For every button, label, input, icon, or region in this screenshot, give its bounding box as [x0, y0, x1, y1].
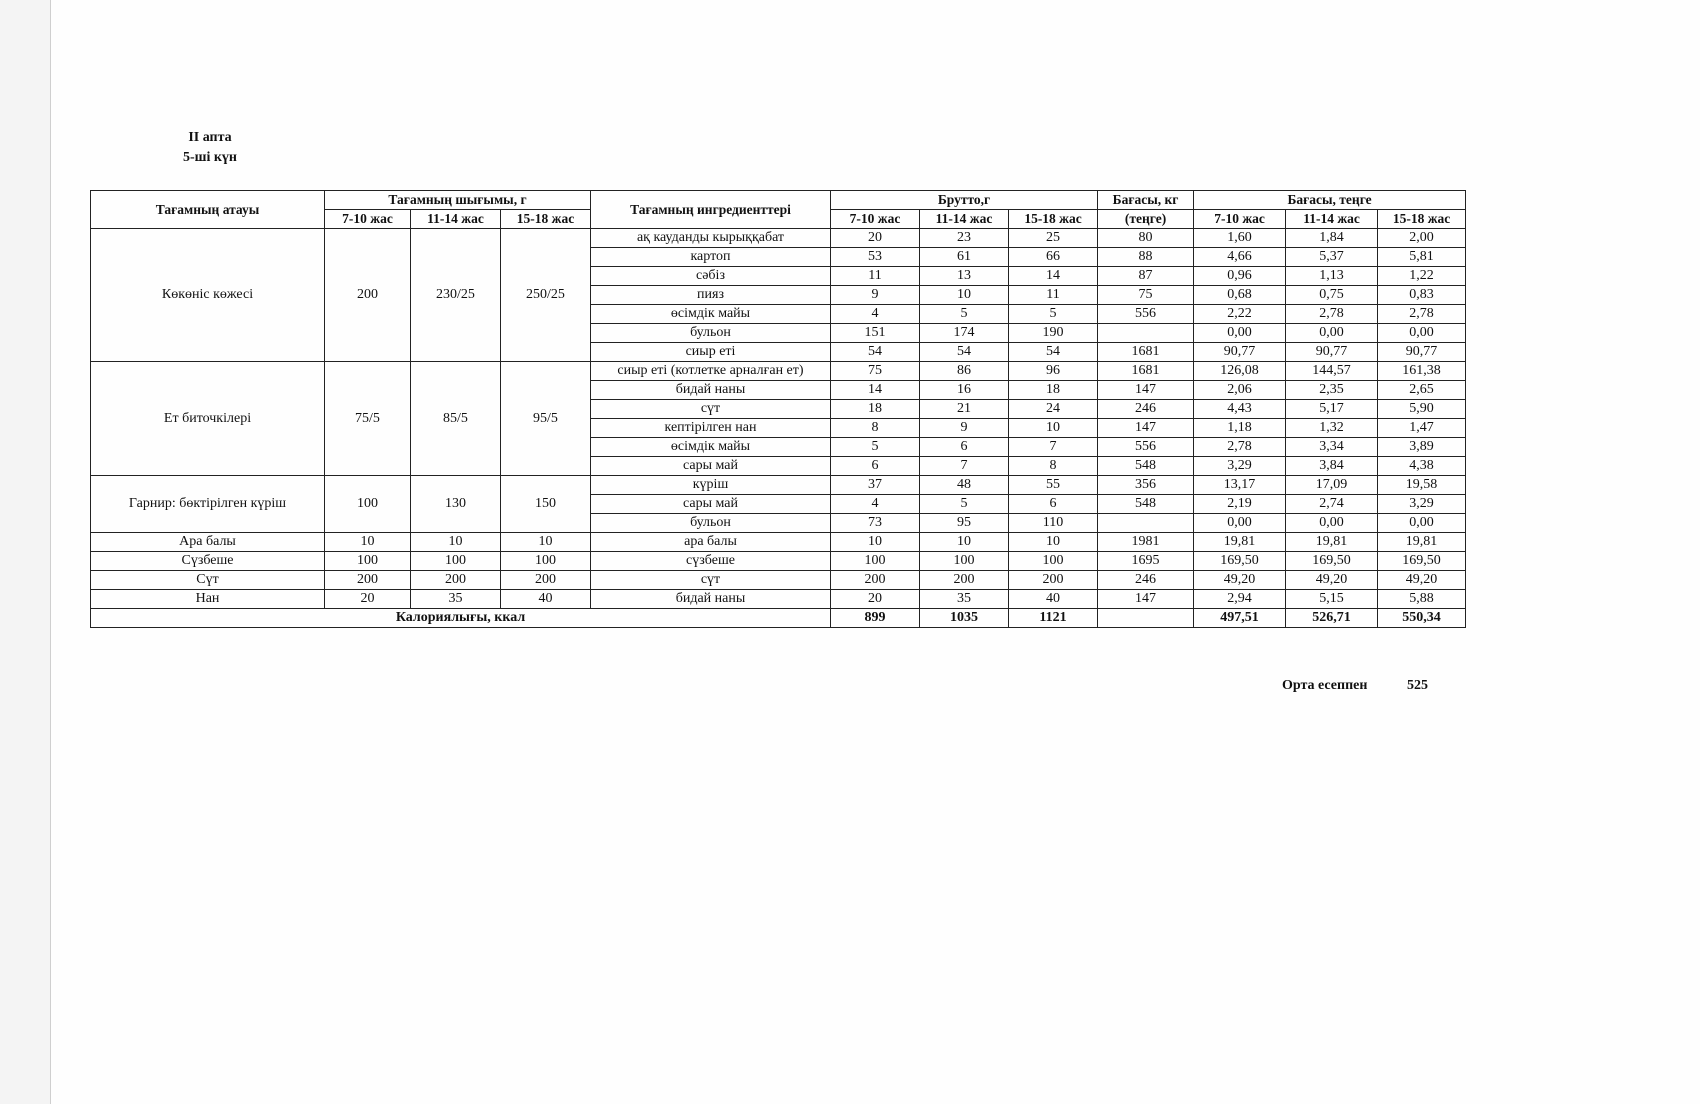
brutto-value: 54: [1009, 343, 1098, 362]
brutto-value: 100: [831, 552, 920, 571]
brutto-value: 200: [831, 571, 920, 590]
brutto-value: 6: [1009, 495, 1098, 514]
brutto-value: 5: [1009, 305, 1098, 324]
header-age: 7-10 жас: [1194, 210, 1286, 229]
price-per-kg: 80: [1098, 229, 1194, 248]
brutto-value: 55: [1009, 476, 1098, 495]
price-per-kg: 147: [1098, 381, 1194, 400]
ingredient-name: бульон: [591, 324, 831, 343]
header-age: 11-14 жас: [920, 210, 1009, 229]
dish-name: Көкөніс көжесі: [91, 229, 325, 362]
total-price: 526,71: [1286, 609, 1378, 628]
brutto-value: 10: [920, 533, 1009, 552]
brutto-value: 10: [920, 286, 1009, 305]
brutto-value: 9: [920, 419, 1009, 438]
total-price: 550,34: [1378, 609, 1466, 628]
dish-yield: 100: [325, 476, 411, 533]
price-value: 169,50: [1194, 552, 1286, 571]
brutto-value: 200: [1009, 571, 1098, 590]
price-value: 3,29: [1378, 495, 1466, 514]
brutto-value: 40: [1009, 590, 1098, 609]
brutto-value: 95: [920, 514, 1009, 533]
ingredient-name: өсімдік майы: [591, 305, 831, 324]
average-label: Орта есеппен: [1282, 678, 1368, 693]
brutto-value: 100: [1009, 552, 1098, 571]
brutto-value: 24: [1009, 400, 1098, 419]
brutto-value: 11: [1009, 286, 1098, 305]
dish-yield: 130: [411, 476, 501, 533]
header-age: 15-18 жас: [1378, 210, 1466, 229]
price-value: 1,60: [1194, 229, 1286, 248]
price-per-kg: 246: [1098, 571, 1194, 590]
ingredient-name: бидай наны: [591, 381, 831, 400]
price-value: 5,90: [1378, 400, 1466, 419]
brutto-value: 4: [831, 495, 920, 514]
price-value: 2,74: [1286, 495, 1378, 514]
price-value: 2,19: [1194, 495, 1286, 514]
price-value: 5,88: [1378, 590, 1466, 609]
brutto-value: 54: [831, 343, 920, 362]
ingredient-name: сары май: [591, 457, 831, 476]
dish-name: Ара балы: [91, 533, 325, 552]
brutto-value: 8: [1009, 457, 1098, 476]
ingredient-row: [91, 571, 1466, 590]
price-value: 1,47: [1378, 419, 1466, 438]
price-value: 2,65: [1378, 381, 1466, 400]
price-value: 3,89: [1378, 438, 1466, 457]
price-value: 0,00: [1286, 324, 1378, 343]
dish-yield: 200: [411, 571, 501, 590]
ingredient-name: картоп: [591, 248, 831, 267]
brutto-value: 6: [920, 438, 1009, 457]
ingredient-name: өсімдік майы: [591, 438, 831, 457]
dish-yield: 20: [325, 590, 411, 609]
price-value: 0,00: [1286, 514, 1378, 533]
average-value: 525: [1406, 678, 1428, 693]
brutto-value: 13: [920, 267, 1009, 286]
price-value: 90,77: [1286, 343, 1378, 362]
price-per-kg: 75: [1098, 286, 1194, 305]
ingredient-name: ақ кауданды кырыққабат: [591, 229, 831, 248]
scan-left-edge: [0, 0, 50, 1104]
ingredient-name: сары май: [591, 495, 831, 514]
brutto-value: 86: [920, 362, 1009, 381]
price-value: 2,22: [1194, 305, 1286, 324]
dish-yield: 40: [501, 590, 591, 609]
ingredient-row: [91, 229, 1466, 248]
total-price: 497,51: [1194, 609, 1286, 628]
day-label: 5-ші күн: [182, 150, 237, 165]
dish-yield: 200: [501, 571, 591, 590]
price-value: 1,84: [1286, 229, 1378, 248]
header-age: 11-14 жас: [411, 210, 501, 229]
price-value: 49,20: [1286, 571, 1378, 590]
price-per-kg: 356: [1098, 476, 1194, 495]
header-dish-name: Тағамның атауы: [91, 191, 325, 229]
price-value: 1,13: [1286, 267, 1378, 286]
price-value: 0,68: [1194, 286, 1286, 305]
dish-name: Ет биточкілері: [91, 362, 325, 476]
price-per-kg: 548: [1098, 457, 1194, 476]
price-value: 2,06: [1194, 381, 1286, 400]
price-value: 0,75: [1286, 286, 1378, 305]
price-per-kg: 88: [1098, 248, 1194, 267]
ingredient-name: кептірілген нан: [591, 419, 831, 438]
price-value: 0,83: [1378, 286, 1466, 305]
price-value: 0,96: [1194, 267, 1286, 286]
dish-yield: 35: [411, 590, 501, 609]
brutto-value: 25: [1009, 229, 1098, 248]
menu-table-body: [91, 229, 1466, 609]
header-yield: Тағамның шығымы, г: [325, 191, 591, 210]
brutto-value: 75: [831, 362, 920, 381]
price-value: 161,38: [1378, 362, 1466, 381]
price-value: 2,78: [1194, 438, 1286, 457]
price-value: 3,34: [1286, 438, 1378, 457]
price-value: 49,20: [1194, 571, 1286, 590]
brutto-value: 100: [920, 552, 1009, 571]
price-per-kg: [1098, 324, 1194, 343]
price-value: 19,81: [1194, 533, 1286, 552]
brutto-value: 14: [1009, 267, 1098, 286]
brutto-value: 6: [831, 457, 920, 476]
price-value: 5,37: [1286, 248, 1378, 267]
price-per-kg: 87: [1098, 267, 1194, 286]
brutto-value: 174: [920, 324, 1009, 343]
brutto-value: 5: [920, 495, 1009, 514]
brutto-value: 37: [831, 476, 920, 495]
price-per-kg: 556: [1098, 438, 1194, 457]
week-label: II апта: [188, 130, 232, 145]
brutto-value: 14: [831, 381, 920, 400]
header-brutto: Брутто,г: [831, 191, 1098, 210]
brutto-value: 96: [1009, 362, 1098, 381]
price-value: 0,00: [1378, 324, 1466, 343]
header-age: 7-10 жас: [831, 210, 920, 229]
header-price-kg: Бағасы, кг: [1098, 191, 1194, 210]
total-brutto: 899: [831, 609, 920, 628]
ingredient-name: сүт: [591, 400, 831, 419]
dish-yield: 200: [325, 229, 411, 362]
price-value: 13,17: [1194, 476, 1286, 495]
dish-name: Сүзбеше: [91, 552, 325, 571]
ingredient-name: сүзбеше: [591, 552, 831, 571]
dish-yield: 100: [325, 552, 411, 571]
brutto-value: 7: [920, 457, 1009, 476]
price-per-kg: [1098, 514, 1194, 533]
price-value: 2,78: [1378, 305, 1466, 324]
ingredient-name: бидай наны: [591, 590, 831, 609]
brutto-value: 23: [920, 229, 1009, 248]
brutto-value: 73: [831, 514, 920, 533]
dish-yield: 10: [501, 533, 591, 552]
calories-label: Калориялығы, ккал: [91, 609, 831, 628]
header-age: 15-18 жас: [501, 210, 591, 229]
dish-yield: 150: [501, 476, 591, 533]
price-value: 4,38: [1378, 457, 1466, 476]
ingredient-name: күріш: [591, 476, 831, 495]
price-value: 17,09: [1286, 476, 1378, 495]
brutto-value: 66: [1009, 248, 1098, 267]
header-row-top: [91, 191, 1466, 210]
dish-yield: 250/25: [501, 229, 591, 362]
dish-name: Сүт: [91, 571, 325, 590]
price-value: 5,81: [1378, 248, 1466, 267]
header-price-kg-unit: (теңге): [1098, 210, 1194, 229]
brutto-value: 10: [1009, 419, 1098, 438]
price-per-kg: 1681: [1098, 343, 1194, 362]
brutto-value: 53: [831, 248, 920, 267]
menu-table: [90, 190, 1466, 628]
total-price-kg-empty: [1098, 609, 1194, 628]
brutto-value: 18: [1009, 381, 1098, 400]
price-value: 0,00: [1194, 324, 1286, 343]
price-per-kg: 556: [1098, 305, 1194, 324]
average-line: [1282, 678, 1428, 694]
ingredient-row: [91, 552, 1466, 571]
brutto-value: 5: [920, 305, 1009, 324]
dish-yield: 100: [501, 552, 591, 571]
ingredient-name: ара балы: [591, 533, 831, 552]
brutto-value: 20: [831, 229, 920, 248]
price-value: 90,77: [1378, 343, 1466, 362]
price-per-kg: 147: [1098, 590, 1194, 609]
ingredient-row: [91, 533, 1466, 552]
price-per-kg: 246: [1098, 400, 1194, 419]
price-value: 2,00: [1378, 229, 1466, 248]
price-value: 2,35: [1286, 381, 1378, 400]
dish-yield: 85/5: [411, 362, 501, 476]
ingredient-name: пияз: [591, 286, 831, 305]
price-value: 144,57: [1286, 362, 1378, 381]
brutto-value: 151: [831, 324, 920, 343]
brutto-value: 21: [920, 400, 1009, 419]
scan-edge-line: [50, 0, 51, 1104]
brutto-value: 5: [831, 438, 920, 457]
ingredient-name: бульон: [591, 514, 831, 533]
price-value: 5,17: [1286, 400, 1378, 419]
price-value: 169,50: [1378, 552, 1466, 571]
price-value: 49,20: [1378, 571, 1466, 590]
ingredient-row: [91, 362, 1466, 381]
price-value: 4,43: [1194, 400, 1286, 419]
header-age: 11-14 жас: [1286, 210, 1378, 229]
brutto-value: 18: [831, 400, 920, 419]
brutto-value: 20: [831, 590, 920, 609]
dish-name: Гарнир: бөктірілген күріш: [91, 476, 325, 533]
price-per-kg: 548: [1098, 495, 1194, 514]
calories-row: [91, 609, 1466, 628]
header-age: 15-18 жас: [1009, 210, 1098, 229]
price-per-kg: 1695: [1098, 552, 1194, 571]
brutto-value: 10: [1009, 533, 1098, 552]
brutto-value: 7: [1009, 438, 1098, 457]
price-value: 1,18: [1194, 419, 1286, 438]
price-value: 2,78: [1286, 305, 1378, 324]
brutto-value: 9: [831, 286, 920, 305]
header-ingredients: Тағамның ингредиенттері: [591, 191, 831, 229]
price-value: 0,00: [1194, 514, 1286, 533]
dish-yield: 230/25: [411, 229, 501, 362]
ingredient-row: [91, 590, 1466, 609]
price-value: 169,50: [1286, 552, 1378, 571]
price-per-kg: 147: [1098, 419, 1194, 438]
price-value: 1,22: [1378, 267, 1466, 286]
brutto-value: 35: [920, 590, 1009, 609]
price-value: 19,81: [1286, 533, 1378, 552]
dish-yield: 95/5: [501, 362, 591, 476]
price-value: 5,15: [1286, 590, 1378, 609]
brutto-value: 8: [831, 419, 920, 438]
brutto-value: 10: [831, 533, 920, 552]
ingredient-name: сүт: [591, 571, 831, 590]
total-brutto: 1121: [1009, 609, 1098, 628]
brutto-value: 4: [831, 305, 920, 324]
price-per-kg: 1981: [1098, 533, 1194, 552]
brutto-value: 48: [920, 476, 1009, 495]
price-value: 0,00: [1378, 514, 1466, 533]
brutto-value: 190: [1009, 324, 1098, 343]
price-value: 90,77: [1194, 343, 1286, 362]
dish-yield: 10: [325, 533, 411, 552]
brutto-value: 16: [920, 381, 1009, 400]
price-value: 4,66: [1194, 248, 1286, 267]
brutto-value: 200: [920, 571, 1009, 590]
brutto-value: 11: [831, 267, 920, 286]
price-value: 1,32: [1286, 419, 1378, 438]
price-value: 2,94: [1194, 590, 1286, 609]
header-age: 7-10 жас: [325, 210, 411, 229]
dish-yield: 10: [411, 533, 501, 552]
ingredient-row: [91, 476, 1466, 495]
total-brutto: 1035: [920, 609, 1009, 628]
header-price-tenge: Бағасы, теңге: [1194, 191, 1466, 210]
ingredient-name: сәбіз: [591, 267, 831, 286]
brutto-value: 110: [1009, 514, 1098, 533]
price-per-kg: 1681: [1098, 362, 1194, 381]
price-value: 19,58: [1378, 476, 1466, 495]
price-value: 126,08: [1194, 362, 1286, 381]
brutto-value: 54: [920, 343, 1009, 362]
dish-name: Нан: [91, 590, 325, 609]
page-heading: [160, 128, 260, 168]
dish-yield: 100: [411, 552, 501, 571]
dish-yield: 200: [325, 571, 411, 590]
price-value: 3,84: [1286, 457, 1378, 476]
brutto-value: 61: [920, 248, 1009, 267]
price-value: 19,81: [1378, 533, 1466, 552]
ingredient-name: сиыр еті (котлетке арналған ет): [591, 362, 831, 381]
price-value: 3,29: [1194, 457, 1286, 476]
ingredient-name: сиыр еті: [591, 343, 831, 362]
dish-yield: 75/5: [325, 362, 411, 476]
